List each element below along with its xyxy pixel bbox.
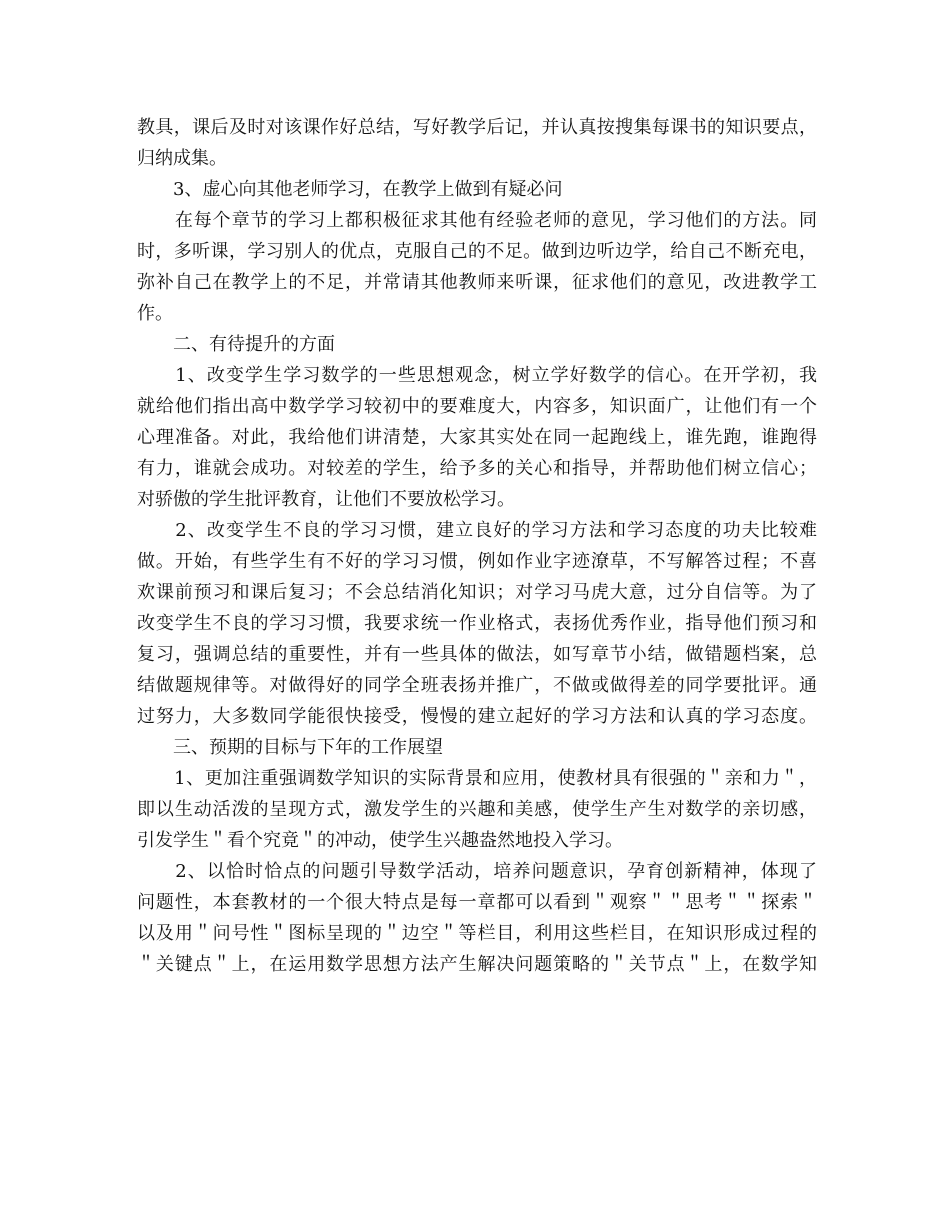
text-line: 归纳成集。 [137,148,227,169]
text-line: 2、改变学生不良的学习习惯，建立良好的学习方法和学习态度的功夫比较难 [137,520,817,541]
document-body [137,112,817,980]
text-line: 以及用＂问号性＂图标呈现的＂边空＂等栏目，利用这些栏目，在知识形成过程的 [137,923,817,944]
text-line: 欢课前预习和课后复习；不会总结消化知识；对学习马虎大意，过分自信等。为了 [137,582,817,603]
text-line: 在每个章节的学习上都积极征求其他有经验老师的意见，学习他们的方法。同 [137,210,817,231]
text-line: 心理准备。对此，我给他们讲清楚，大家其实处在同一起跑线上，谁先跑，谁跑得 [137,427,817,448]
text-line: 对骄傲的学生批评教育，让他们不要放松学习。 [137,489,515,510]
text-line: 1、改变学生学习数学的一些思想观念，树立学好数学的信心。在开学初，我 [137,365,817,386]
section-heading: 二、有待提升的方面 [137,334,335,355]
text-line: 结做题规律等。对做得好的同学全班表扬并推广，不做或做得差的同学要批评。通 [137,675,817,696]
text-line: 复习，强调总结的重要性，并有一些具体的做法，如写章节小结，做错题档案，总 [137,644,817,665]
text-line: ＂关键点＂上，在运用数学思想方法产生解决问题策略的＂关节点＂上，在数学知 [137,954,817,975]
text-line: 即以生动活泼的呈现方式，激发学生的兴趣和美感，使学生产生对数学的亲切感， [137,799,817,820]
text-line: 时，多听课，学习别人的优点，克服自己的不足。做到边听边学，给自己不断充电， [137,241,817,262]
text-line: 2、以恰时恰点的问题引导数学活动，培养问题意识，孕育创新精神，体现了 [137,861,817,882]
text-line: 作。 [137,303,173,324]
text-line: 改变学生不良的学习习惯，我要求统一作业格式，表扬优秀作业，指导他们预习和 [137,613,817,634]
text-line: 教具，课后及时对该课作好总结，写好教学后记，并认真按搜集每课书的知识要点， [137,117,817,138]
text-line: 弥补自己在教学上的不足，并常请其他教师来听课，征求他们的意见，改进教学工 [137,272,817,293]
text-line: 过努力，大多数同学能很快接受，慢慢的建立起好的学习方法和认真的学习态度。 [137,706,817,727]
text-line: 引发学生＂看个究竟＂的冲动，使学生兴趣盎然地投入学习。 [137,830,623,851]
text-line: 问题性，本套教材的一个很大特点是每一章都可以看到＂观察＂＂思考＂＂探索＂ [137,892,817,913]
text-line: 1、更加注重强调数学知识的实际背景和应用，使教材具有很强的＂亲和力＂， [137,768,817,789]
section-heading: 3、虚心向其他老师学习，在教学上做到有疑必问 [137,179,563,200]
text-line: 有力，谁就会成功。对较差的学生，给予多的关心和指导，并帮助他们树立信心； [137,458,817,479]
text-line: 做。开始，有些学生有不好的学习习惯，例如作业字迹潦草，不写解答过程；不喜 [137,551,817,572]
text-line: 就给他们指出高中数学学习较初中的要难度大，内容多，知识面广，让他们有一个 [137,396,817,417]
section-heading: 三、预期的目标与下年的工作展望 [137,737,443,758]
